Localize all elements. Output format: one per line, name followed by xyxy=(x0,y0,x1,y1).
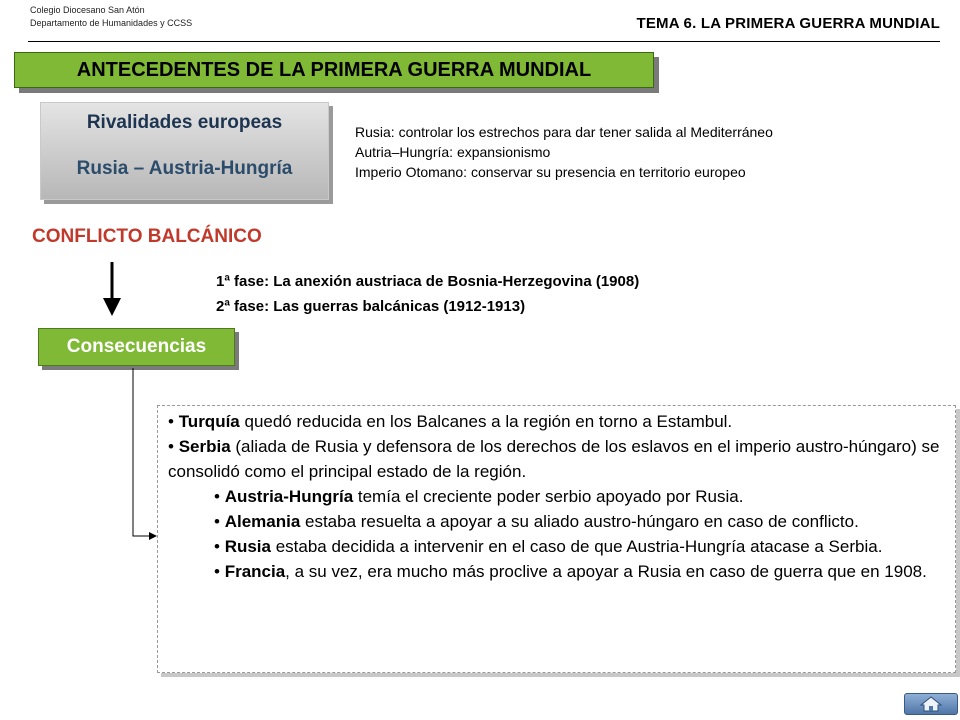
rivalidades-box xyxy=(40,102,329,200)
bullet-text: temía el creciente poder serbio apoyado por Rusia. xyxy=(353,487,744,506)
bullet-text: quedó reducida en los Balcanes a la región en torno a Estambul. xyxy=(239,412,733,431)
home-icon xyxy=(919,696,943,712)
bullet-bold: Alemania xyxy=(224,512,301,531)
rivalidad-item: Rusia: controlar los estrechos para dar tener salida al Mediterráneo xyxy=(355,124,773,140)
home-button[interactable] xyxy=(904,693,958,715)
rivalidad-item: Imperio Otomano: conservar su presencia en territorio europeo xyxy=(355,164,746,180)
conflicto-phases xyxy=(216,269,639,319)
rivalidades-subtitle: Rusia – Austria-Hungría xyxy=(76,158,293,179)
school-name: Colegio Diocesano San Atón xyxy=(30,5,145,15)
bullet-text: estaba decidida a intervenir en el caso de que Austria-Hungría atacase a Serbia. xyxy=(270,537,883,556)
bullet-icon: • xyxy=(214,512,220,531)
rivalidad-item: Autria–Hungría: expansionismo xyxy=(355,144,551,160)
consecuencias-label: Consecuencias xyxy=(38,328,235,366)
phase-1: 1ª fase: La anexión austriaca de Bosnia-Herzegovina (1908) xyxy=(216,273,640,290)
down-arrow-icon xyxy=(100,260,124,318)
bullet-bold: Rusia xyxy=(224,537,271,556)
bullet-icon: • xyxy=(168,412,174,431)
tema-title: TEMA 6. LA PRIMERA GUERRA MUNDIAL xyxy=(636,15,940,32)
consecuencias-content xyxy=(157,405,956,673)
bullet-icon: • xyxy=(214,487,220,506)
bullet-bold: Francia xyxy=(224,562,286,581)
bullet-icon: • xyxy=(214,562,220,581)
bullet-bold: Austria-Hungría xyxy=(224,487,354,506)
bullet-icon: • xyxy=(168,437,174,456)
list-item xyxy=(214,559,941,584)
bullet-text: (aliada de Rusia y defensora de los derechos de los eslavos en el imperio austro-húngaro) se consolidó como el principal estado de la región. xyxy=(168,437,940,481)
bullet-bold: Turquía xyxy=(178,412,240,431)
bullet-text: , a su vez, era mucho más proclive a apoyar a Rusia en caso de guerra que en 1908. xyxy=(285,562,927,581)
phase-2: 2ª fase: Las guerras balcánicas (1912-1913) xyxy=(216,298,526,315)
bullet-icon: • xyxy=(214,537,220,556)
conflicto-heading: CONFLICTO BALCÁNICO xyxy=(32,226,262,247)
bullet-bold: Serbia xyxy=(178,437,231,456)
bullet-text: estaba resuelta a apoyar a su aliado austro-húngaro en caso de conflicto. xyxy=(300,512,859,531)
department-name: Departamento de Humanidades y CCSS xyxy=(30,18,193,28)
list-item xyxy=(168,409,945,434)
rivalidades-title: Rivalidades europeas xyxy=(86,112,283,133)
list-item xyxy=(214,509,941,534)
header-divider xyxy=(28,41,940,42)
list-item xyxy=(214,484,941,509)
school-header xyxy=(30,4,192,30)
page-title: ANTECEDENTES DE LA PRIMERA GUERRA MUNDIAL xyxy=(14,52,654,88)
list-item xyxy=(168,434,945,484)
connector-arrow-icon xyxy=(125,368,159,544)
rivalidades-list xyxy=(355,122,773,182)
list-item xyxy=(214,534,941,559)
